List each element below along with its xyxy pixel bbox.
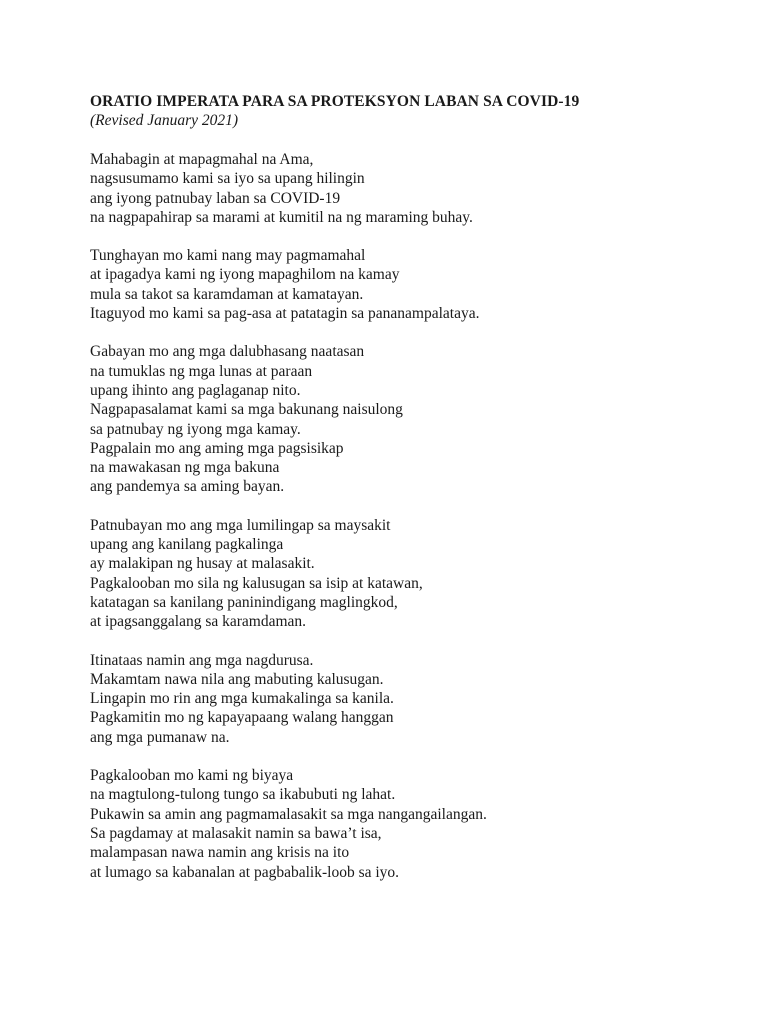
document-title: ORATIO IMPERATA PARA SA PROTEKSYON LABAN SA COVID-19 xyxy=(90,93,580,110)
stanza-line: Makamtam nawa nila ang mabuting kalusugan. xyxy=(90,670,384,688)
stanza-4 xyxy=(90,516,730,632)
stanza-3 xyxy=(90,342,730,496)
stanza-line: upang ang kanilang pagkalinga xyxy=(90,536,284,554)
stanza-line: Sa pagdamay at malasakit namin sa bawa’t isa, xyxy=(90,824,382,842)
stanza-line: katatagan sa kanilang paninindigang maglingkod, xyxy=(90,593,398,611)
stanza-line: Pagpalain mo ang aming mga pagsisikap xyxy=(90,439,344,457)
stanza-line: Tunghayan mo kami nang may pagmamahal xyxy=(90,247,366,265)
stanza-line: Itinataas namin ang mga nagdurusa. xyxy=(90,651,314,669)
stanza-line: na tumuklas ng mga lunas at paraan xyxy=(90,362,313,380)
stanza-line: ay malakipan ng husay at malasakit. xyxy=(90,555,315,573)
stanza-line: Lingapin mo rin ang mga kumakalinga sa kanila. xyxy=(90,690,394,708)
prayer-body xyxy=(90,150,730,882)
stanza-line: malampasan nawa namin ang krisis na ito xyxy=(90,844,350,862)
stanza-line: Mahabagin at mapagmahal na Ama, xyxy=(90,151,314,168)
stanza-line: na magtulong-tulong tungo sa ikabubuti ng lahat. xyxy=(90,786,396,804)
stanza-1 xyxy=(90,150,730,227)
stanza-line: Gabayan mo ang mga dalubhasang naatasan xyxy=(90,343,365,361)
stanza-6 xyxy=(90,766,730,882)
document-page xyxy=(90,92,730,882)
stanza-line: Pagkalooban mo sila ng kalusugan sa isip at katawan, xyxy=(90,574,423,592)
stanza-line: na mawakasan ng mga bakuna xyxy=(90,459,280,477)
stanza-line: Nagpapasalamat kami sa mga bakunang naisulong xyxy=(90,401,403,419)
stanza-line: na nagpapahirap sa marami at kumitil na ng maraming buhay. xyxy=(90,208,473,226)
stanza-line: mula sa takot sa karamdaman at kamatayan. xyxy=(90,285,364,303)
stanza-line: Pukawin sa amin ang pagmamalasakit sa mga nangangailangan. xyxy=(90,805,487,823)
stanza-2 xyxy=(90,246,730,323)
stanza-line: nagsusumamo kami sa iyo sa upang hilingin xyxy=(90,170,365,188)
stanza-line: ang iyong patnubay laban sa COVID-19 xyxy=(90,189,341,207)
stanza-5 xyxy=(90,651,730,747)
stanza-line: upang ihinto ang paglaganap nito. xyxy=(90,381,301,399)
stanza-line: Itaguyod mo kami sa pag-asa at patatagin sa pananampalataya. xyxy=(90,305,480,323)
stanza-line: Patnubayan mo ang mga lumilingap sa maysakit xyxy=(90,516,391,534)
stanza-line: at ipagsanggalang sa karamdaman. xyxy=(90,613,307,631)
document-subtitle: (Revised January 2021) xyxy=(90,112,239,129)
stanza-line: sa patnubay ng iyong mga kamay. xyxy=(90,420,301,438)
stanza-line: ang pandemya sa aming bayan. xyxy=(90,478,285,496)
stanza-line: at ipagadya kami ng iyong mapaghilom na kamay xyxy=(90,266,400,284)
stanza-line: at lumago sa kabanalan at pagbabalik-loob sa iyo. xyxy=(90,863,400,881)
stanza-line: Pagkamitin mo ng kapayapaang walang hanggan xyxy=(90,709,394,727)
stanza-line: Pagkalooban mo kami ng biyaya xyxy=(90,767,294,785)
stanza-line: ang mga pumanaw na. xyxy=(90,728,230,746)
